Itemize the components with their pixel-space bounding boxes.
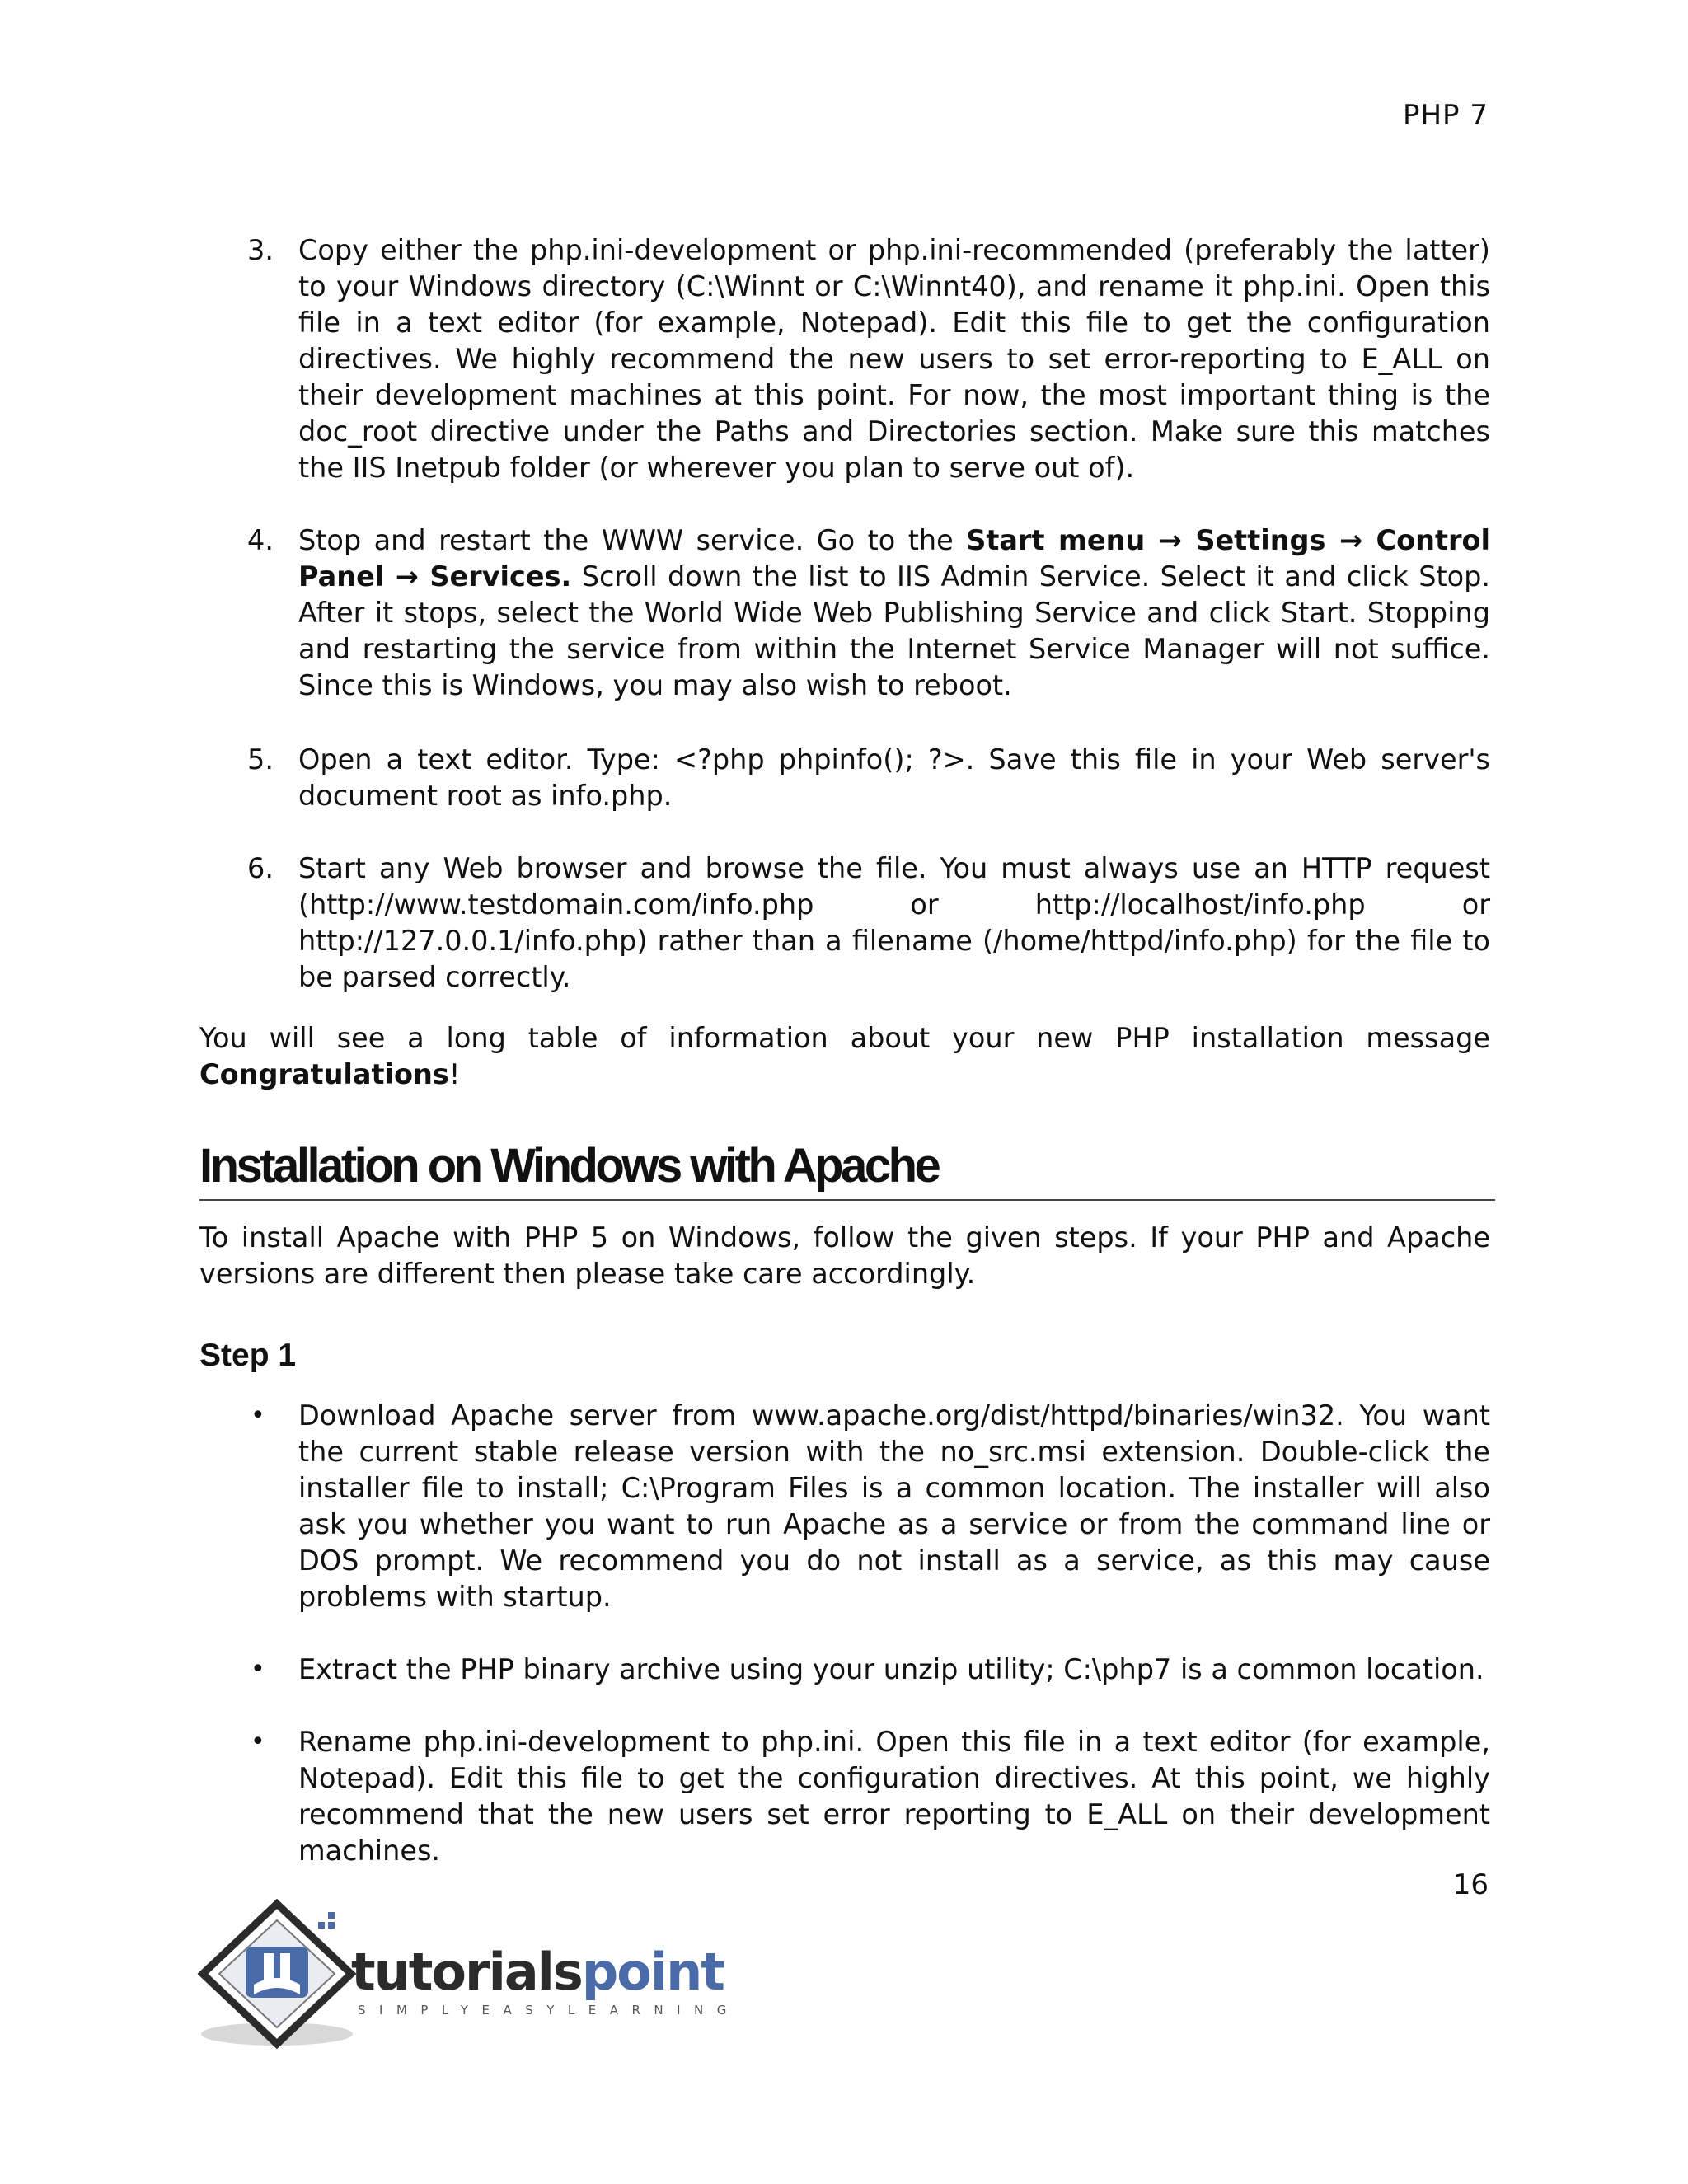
list-number: 4. [247, 524, 274, 556]
congrats-word: Congratulations [199, 1058, 449, 1090]
list-text: Copy either the php.ini-development or php.ini-recommended (preferably the latter) to your Windows directory (C:\Winnt or C:\Winnt40), and rename it php.ini. Open this file in a text editor (for example, Notepad). Edit this file to get the configuration directives. We highly recommend the new users to set error-reporting to E_ALL on their development machines at this point. For now, the most important thing is the doc_root directive under the Paths and Directories section. Make sure this matches the IIS Inetpub folder (or wherever you plan to serve out of). [298, 234, 1490, 484]
list-text: Download Apache server from www.apache.org/dist/httpd/binaries/win32. You want the current stable release version with the no_src.msi extension. Double-click the installer file to install; C:\Program Files is a common location. The installer will also ask you whether you want to run Apache as a service or from the command line or DOS prompt. We recommend you do not install as a service, as this may cause problems with startup. [298, 1399, 1490, 1613]
congrats-paragraph: You will see a long table of information about your new PHP installation message Congratulations! [199, 1022, 1490, 1090]
bullet-symbol: • [251, 1727, 265, 1756]
section-heading: Installation on Windows with Apache [199, 1139, 939, 1193]
logo-wordmark: tutorialspoint [351, 1942, 724, 2002]
intro-paragraph: To install Apache with PHP 5 on Windows, follow the given steps. If your PHP and Apache versions are different then please take care accordingly. [199, 1221, 1490, 1290]
list-text: Open a text editor. Type: <?php phpinfo(); ?>. Save this file in your Web server's document root as info.php. [298, 743, 1490, 812]
list-text: Stop and restart the WWW service. Go to the Start menu → Settings → Control Panel → Services. Scroll down the list to IIS Admin Service. Select it and click Stop. After it stops, select the World Wide Web Publishing Service and click Start. Stopping and restarting the service from within the Internet Service Manager will not suffice. Since this is Windows, you may also wish to reboot. [298, 524, 1491, 701]
page-number: 16 [1452, 1868, 1489, 1901]
tutorialspoint-logo [195, 1896, 740, 2060]
step-heading: Step 1 [199, 1338, 297, 1373]
list-text: Start any Web browser and browse the file. You must always use an HTTP request (http://www.testdomain.com/info.php or http://localhost/info.php or http://127.0.0.1/info.php) rather than a filename (/home/httpd/info.php) for the file to be parsed correctly. [298, 852, 1490, 993]
list-number: 3. [247, 234, 274, 266]
logo-tagline: SIMPLYEASYLEARNING [358, 2003, 740, 2018]
bullet-symbol: • [251, 1655, 265, 1684]
bullet-symbol: • [251, 1401, 265, 1430]
heading-rule [199, 1199, 1495, 1201]
logo-diamond-icon [195, 1896, 359, 2060]
list-text: Extract the PHP binary archive using your unzip utility; C:\php7 is a common location. [298, 1653, 1484, 1685]
list-number: 5. [247, 743, 274, 776]
list-text: Rename php.ini-development to php.ini. Open this file in a text editor (for example, Notepad). Edit this file to get the configuration directives. At this point, we highly recommend that the new users set error reporting to E_ALL on their development machines. [298, 1726, 1490, 1867]
running-header: PHP 7 [1402, 99, 1489, 132]
menu-path: Start menu → Settings → Control Panel → Services. [298, 524, 1490, 593]
list-number: 6. [247, 852, 274, 884]
